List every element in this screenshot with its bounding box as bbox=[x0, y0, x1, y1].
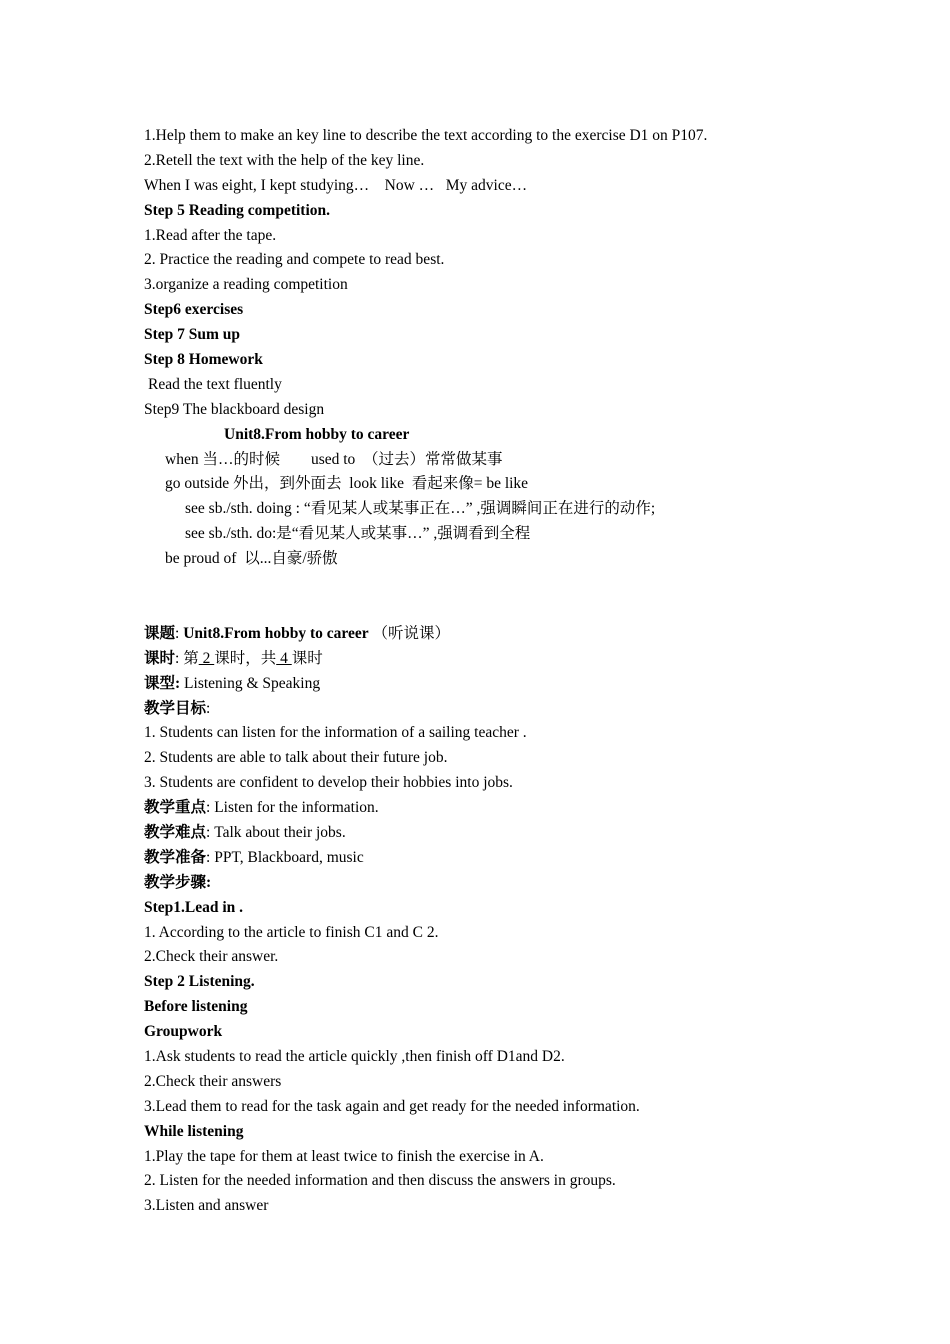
blackboard-line: see sb./sth. doing : “看见某人或某事正在…” ,强调瞬间正在进行的动作; bbox=[185, 500, 656, 518]
period-label: 课时 bbox=[144, 649, 176, 667]
section-gap bbox=[144, 572, 904, 622]
lesson-period bbox=[144, 647, 904, 672]
text-line: 1.Play the tape for them at least twice to finish the exercise in A. bbox=[144, 1147, 544, 1165]
text-line: 1.Read after the tape. bbox=[144, 226, 277, 244]
type-label: 课型: bbox=[144, 674, 181, 692]
teaching-preparation bbox=[144, 846, 904, 871]
subheading: Before listening bbox=[144, 998, 248, 1016]
topic-title: Unit8.From hobby to career bbox=[183, 624, 369, 642]
difficulty-label: 教学难点 bbox=[144, 823, 207, 841]
blackboard-title: Unit8.From hobby to career bbox=[224, 425, 410, 443]
difficult-points bbox=[144, 821, 904, 846]
preparation-label: 教学准备 bbox=[144, 848, 207, 866]
text-line: 3.Lead them to read for the task again and get ready for the needed information. bbox=[144, 1097, 640, 1115]
step-heading: Step6 exercises bbox=[144, 301, 244, 319]
topic-label: 课题 bbox=[144, 624, 176, 642]
text-line: 2. Practice the reading and compete to read best. bbox=[144, 251, 445, 269]
text-line: 3.Listen and answer bbox=[144, 1197, 269, 1215]
subheading: Groupwork bbox=[144, 1023, 223, 1041]
period-number: 2 bbox=[198, 649, 215, 667]
text-line: Read the text fluently bbox=[148, 375, 282, 393]
period-prefix: : 第 bbox=[175, 649, 199, 667]
goal-item: 1. Students can listen for the information of a sailing teacher . bbox=[144, 724, 527, 742]
text-line: 1.Ask students to read the article quickly ,then finish off D1and D2. bbox=[144, 1047, 565, 1065]
blackboard-line: see sb./sth. do:是“看见某人或某事…” ,强调看到全程 bbox=[185, 525, 531, 543]
lesson-type bbox=[144, 672, 904, 697]
goal-colon: : bbox=[206, 699, 211, 717]
step-heading: Step 2 Listening. bbox=[144, 973, 255, 991]
period-middle: 课时，共 bbox=[214, 649, 277, 667]
period-suffix: 课时 bbox=[291, 649, 323, 667]
topic-separator: : bbox=[175, 624, 184, 642]
text-line: 2.Check their answers bbox=[144, 1072, 282, 1090]
step-heading: Step 5 Reading competition. bbox=[144, 201, 330, 219]
blackboard-line: go outside 外出，到外面去 look like 看起来像= be like bbox=[165, 475, 529, 493]
text-line: 1. According to the article to finish C1 and C 2. bbox=[144, 923, 439, 941]
subheading: While listening bbox=[144, 1122, 244, 1140]
teaching-goals-heading bbox=[144, 697, 904, 722]
goal-item: 2. Students are able to talk about their future job. bbox=[144, 749, 448, 767]
preparation-value: : PPT, Blackboard, music bbox=[206, 848, 364, 866]
text-line: When I was eight, I kept studying… Now … My advice… bbox=[144, 176, 528, 194]
blackboard-line: when 当…的时候 used to （过去）常常做某事 bbox=[165, 450, 503, 468]
topic-note: （听说课） bbox=[368, 624, 450, 642]
text-line: 1.Help them to make an key line to describe the text according to the exercise D1 on P107. bbox=[144, 127, 708, 144]
text-line: 2. Listen for the needed information and then discuss the answers in groups. bbox=[144, 1172, 616, 1190]
blackboard-line: be proud of 以...自豪/骄傲 bbox=[165, 550, 338, 568]
difficulty-value: : Talk about their jobs. bbox=[206, 823, 346, 841]
key-value: : Listen for the information. bbox=[206, 799, 379, 817]
key-label: 教学重点 bbox=[144, 799, 207, 817]
period-total: 4 bbox=[276, 649, 292, 667]
text-line: 2.Check their answer. bbox=[144, 948, 279, 966]
step-heading: Step1.Lead in . bbox=[144, 898, 244, 916]
step-heading: Step9 The blackboard design bbox=[144, 400, 325, 418]
text-line: 2.Retell the text with the help of the key line. bbox=[144, 151, 425, 169]
document-page bbox=[144, 124, 904, 1219]
type-value: Listening & Speaking bbox=[180, 674, 321, 692]
teaching-steps-heading: 教学步骤: bbox=[144, 873, 212, 891]
goal-item: 3. Students are confident to develop their hobbies into jobs. bbox=[144, 774, 513, 792]
key-points bbox=[144, 796, 904, 821]
step-heading: Step 8 Homework bbox=[144, 351, 263, 369]
goal-label: 教学目标 bbox=[144, 699, 207, 717]
step-heading: Step 7 Sum up bbox=[144, 326, 241, 344]
lesson-topic bbox=[144, 622, 904, 647]
text-line: 3.organize a reading competition bbox=[144, 276, 348, 294]
